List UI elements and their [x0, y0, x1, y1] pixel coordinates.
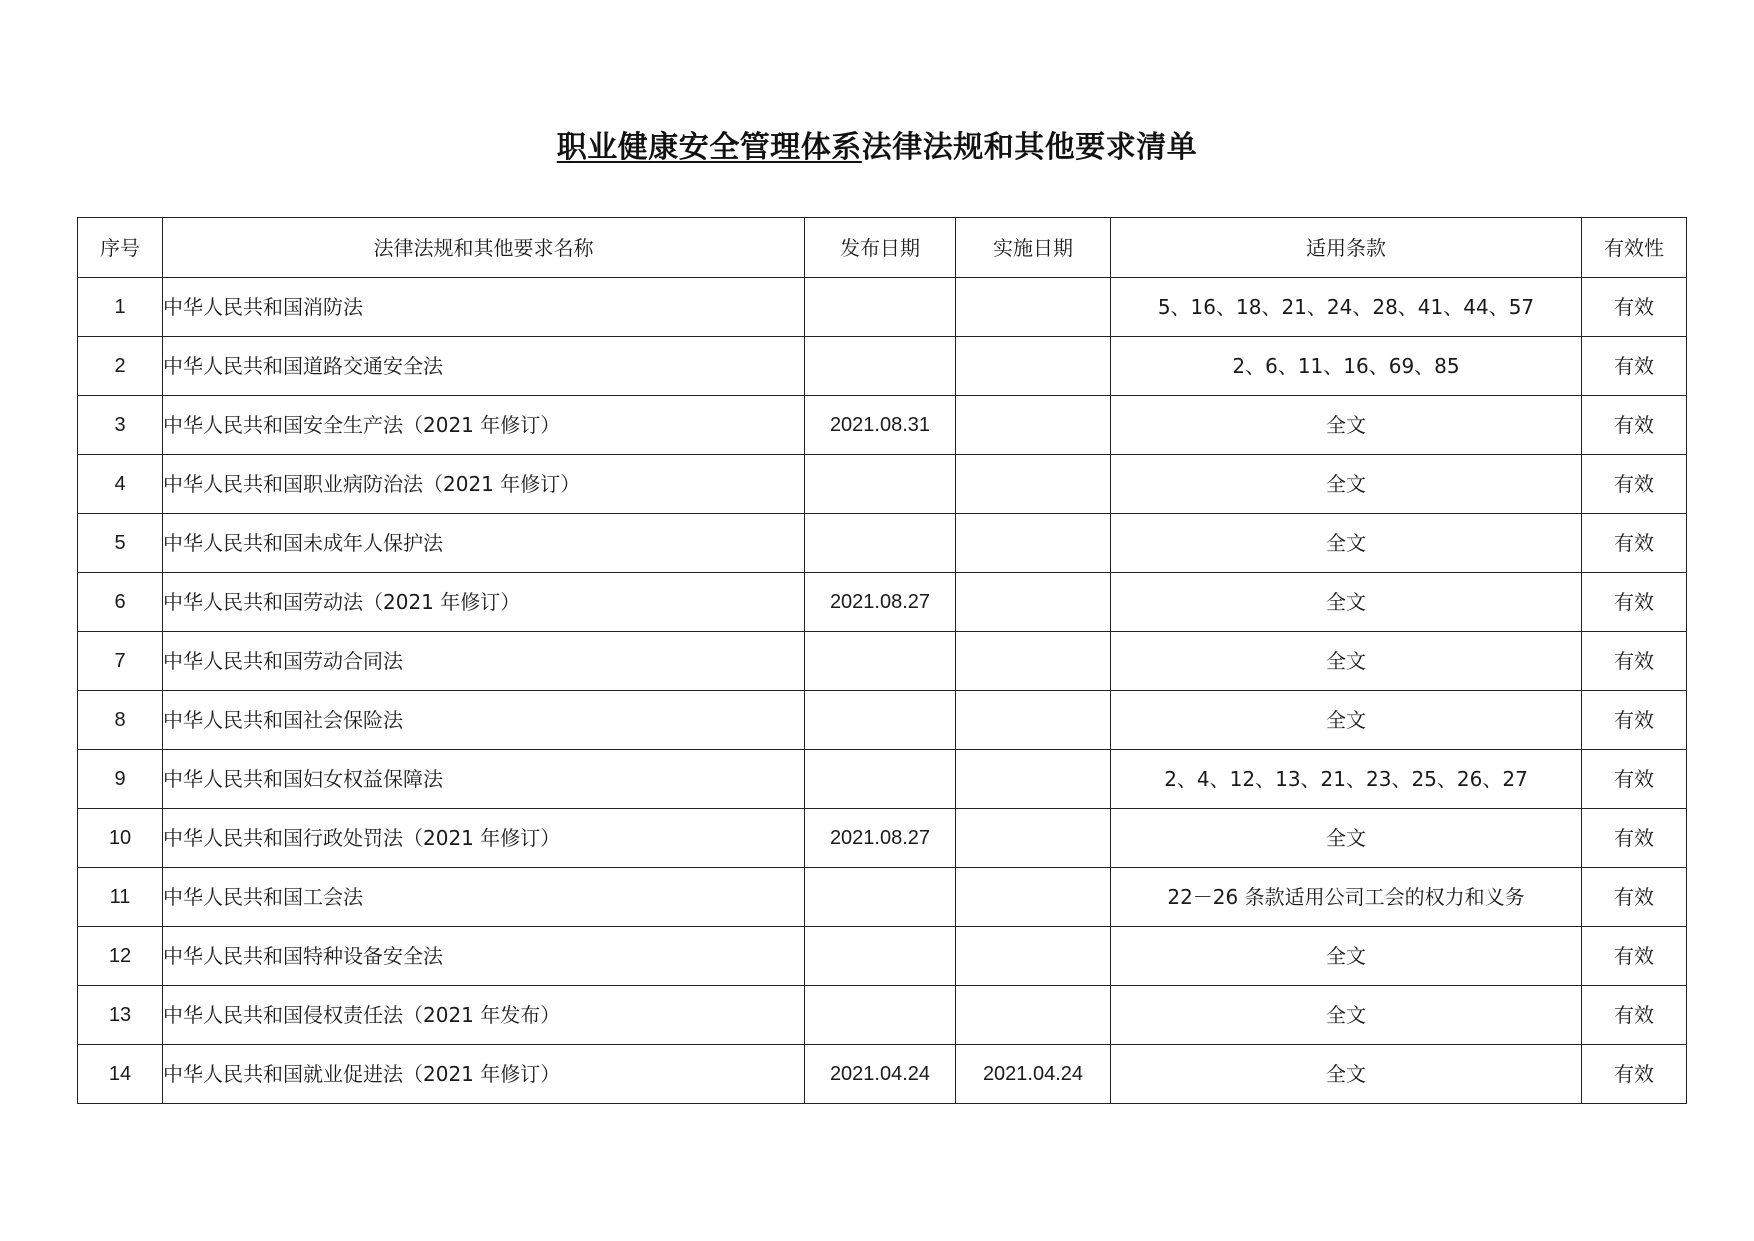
document-title — [0, 128, 1754, 168]
publish-date — [805, 927, 956, 986]
regulation-name: 中华人民共和国劳动合同法 — [163, 632, 805, 691]
validity-status: 有效 — [1582, 632, 1687, 691]
effective-date — [956, 927, 1111, 986]
applicable-clauses: 2、6、11、16、69、85 — [1111, 337, 1582, 396]
row-index: 10 — [78, 809, 163, 868]
applicable-clauses: 全文 — [1111, 809, 1582, 868]
publish-date: 2021.08.27 — [805, 809, 956, 868]
effective-date — [956, 455, 1111, 514]
validity-status: 有效 — [1582, 691, 1687, 750]
table-row — [78, 396, 1687, 455]
header-effective-date: 实施日期 — [956, 218, 1111, 278]
effective-date — [956, 750, 1111, 809]
regulation-name: 中华人民共和国消防法 — [163, 278, 805, 337]
applicable-clauses: 全文 — [1111, 1045, 1582, 1104]
row-index: 4 — [78, 455, 163, 514]
table-row — [78, 868, 1687, 927]
regulation-name: 中华人民共和国侵权责任法（2021 年发布） — [163, 986, 805, 1045]
effective-date — [956, 337, 1111, 396]
table-row — [78, 750, 1687, 809]
validity-status: 有效 — [1582, 573, 1687, 632]
table-row — [78, 573, 1687, 632]
regulation-name: 中华人民共和国就业促进法（2021 年修订） — [163, 1045, 805, 1104]
row-index: 2 — [78, 337, 163, 396]
applicable-clauses: 22－26 条款适用公司工会的权力和义务 — [1111, 868, 1582, 927]
applicable-clauses: 全文 — [1111, 455, 1582, 514]
header-index: 序号 — [78, 218, 163, 278]
regulation-name: 中华人民共和国工会法 — [163, 868, 805, 927]
regulation-name: 中华人民共和国劳动法（2021 年修订） — [163, 573, 805, 632]
validity-status: 有效 — [1582, 514, 1687, 573]
table-row — [78, 337, 1687, 396]
publish-date: 2021.04.24 — [805, 1045, 956, 1104]
publish-date — [805, 986, 956, 1045]
validity-status: 有效 — [1582, 337, 1687, 396]
regulation-name: 中华人民共和国未成年人保护法 — [163, 514, 805, 573]
row-index: 1 — [78, 278, 163, 337]
publish-date — [805, 337, 956, 396]
effective-date — [956, 691, 1111, 750]
publish-date — [805, 750, 956, 809]
regulation-name: 中华人民共和国行政处罚法（2021 年修订） — [163, 809, 805, 868]
row-index: 14 — [78, 1045, 163, 1104]
table-row — [78, 278, 1687, 337]
publish-date — [805, 632, 956, 691]
effective-date — [956, 868, 1111, 927]
document-title-rest: 法律法规和其他要求清单 — [861, 130, 1198, 165]
table-row — [78, 514, 1687, 573]
row-index: 11 — [78, 868, 163, 927]
table-row — [78, 632, 1687, 691]
table-row — [78, 691, 1687, 750]
publish-date — [805, 514, 956, 573]
publish-date — [805, 868, 956, 927]
publish-date: 2021.08.27 — [805, 573, 956, 632]
regulation-name: 中华人民共和国社会保险法 — [163, 691, 805, 750]
effective-date — [956, 632, 1111, 691]
applicable-clauses: 全文 — [1111, 927, 1582, 986]
table-row — [78, 455, 1687, 514]
effective-date — [956, 514, 1111, 573]
applicable-clauses: 全文 — [1111, 691, 1582, 750]
row-index: 13 — [78, 986, 163, 1045]
applicable-clauses: 2、4、12、13、21、23、25、26、27 — [1111, 750, 1582, 809]
validity-status: 有效 — [1582, 986, 1687, 1045]
row-index: 6 — [78, 573, 163, 632]
publish-date — [805, 278, 956, 337]
validity-status: 有效 — [1582, 868, 1687, 927]
applicable-clauses: 全文 — [1111, 986, 1582, 1045]
header-publish-date: 发布日期 — [805, 218, 956, 278]
regulation-name: 中华人民共和国妇女权益保障法 — [163, 750, 805, 809]
publish-date: 2021.08.31 — [805, 396, 956, 455]
effective-date — [956, 809, 1111, 868]
table-row — [78, 927, 1687, 986]
validity-status: 有效 — [1582, 809, 1687, 868]
regulation-name: 中华人民共和国特种设备安全法 — [163, 927, 805, 986]
row-index: 12 — [78, 927, 163, 986]
table-header-row — [78, 218, 1687, 278]
validity-status: 有效 — [1582, 396, 1687, 455]
applicable-clauses: 全文 — [1111, 514, 1582, 573]
applicable-clauses: 全文 — [1111, 632, 1582, 691]
table-row — [78, 809, 1687, 868]
effective-date: 2021.04.24 — [956, 1045, 1111, 1104]
effective-date — [956, 573, 1111, 632]
row-index: 3 — [78, 396, 163, 455]
regulation-name: 中华人民共和国道路交通安全法 — [163, 337, 805, 396]
row-index: 5 — [78, 514, 163, 573]
header-validity: 有效性 — [1582, 218, 1687, 278]
document-title-underlined: 职业健康安全管理体系 — [556, 130, 862, 165]
effective-date — [956, 278, 1111, 337]
applicable-clauses: 全文 — [1111, 573, 1582, 632]
regulation-name: 中华人民共和国职业病防治法（2021 年修订） — [163, 455, 805, 514]
validity-status: 有效 — [1582, 278, 1687, 337]
header-name: 法律法规和其他要求名称 — [163, 218, 805, 278]
publish-date — [805, 455, 956, 514]
validity-status: 有效 — [1582, 927, 1687, 986]
effective-date — [956, 986, 1111, 1045]
header-clauses: 适用条款 — [1111, 218, 1582, 278]
row-index: 8 — [78, 691, 163, 750]
applicable-clauses: 全文 — [1111, 396, 1582, 455]
validity-status: 有效 — [1582, 750, 1687, 809]
regulation-name: 中华人民共和国安全生产法（2021 年修订） — [163, 396, 805, 455]
validity-status: 有效 — [1582, 1045, 1687, 1104]
applicable-clauses: 5、16、18、21、24、28、41、44、57 — [1111, 278, 1582, 337]
row-index: 9 — [78, 750, 163, 809]
regulations-table — [77, 217, 1687, 1104]
publish-date — [805, 691, 956, 750]
table-row — [78, 986, 1687, 1045]
row-index: 7 — [78, 632, 163, 691]
validity-status: 有效 — [1582, 455, 1687, 514]
table-row — [78, 1045, 1687, 1104]
effective-date — [956, 396, 1111, 455]
